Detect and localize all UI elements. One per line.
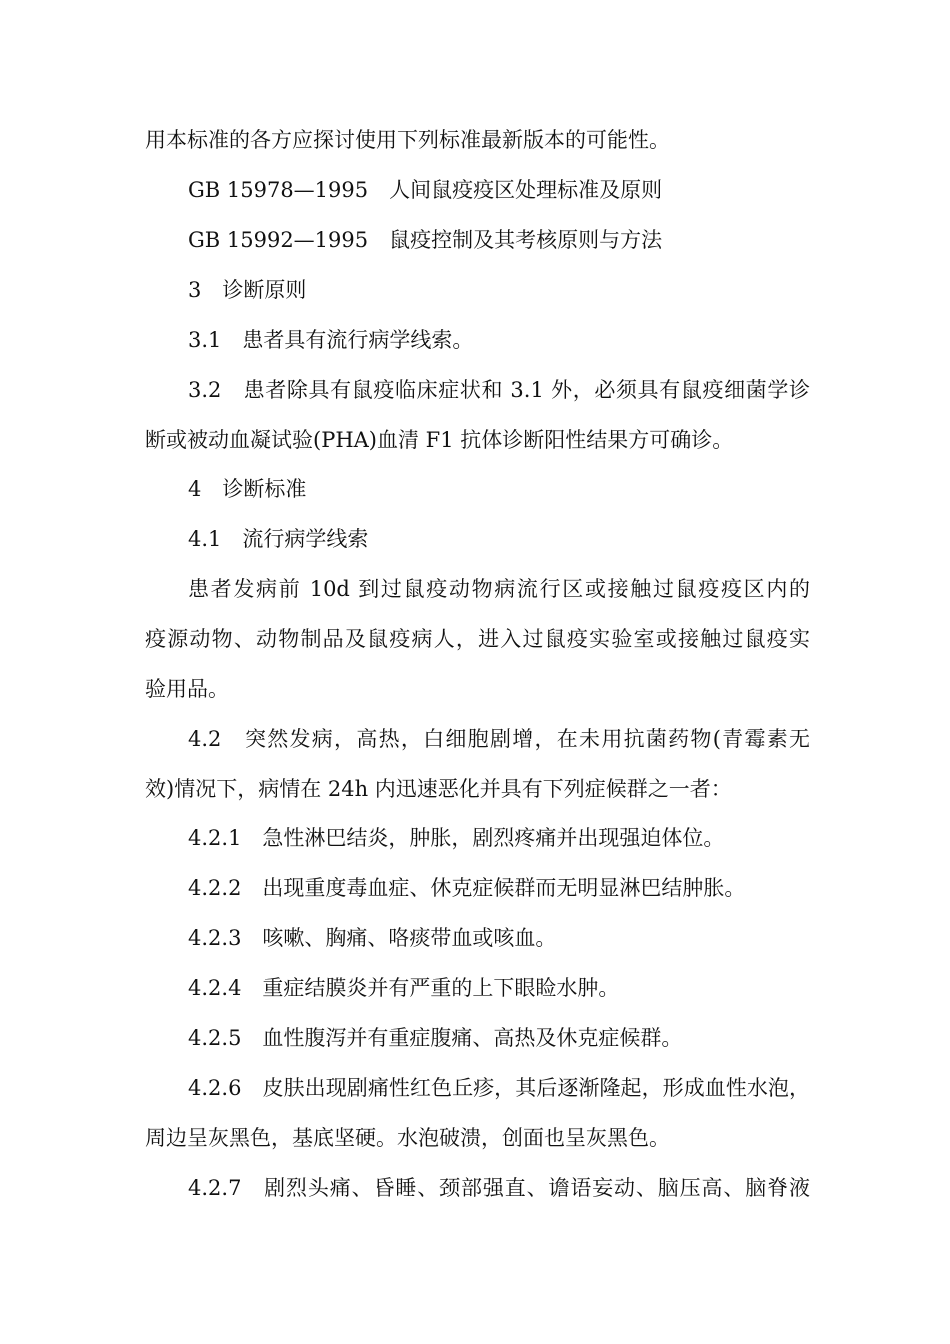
paragraph-line: 用本标准的各方应探讨使用下列标准最新版本的可能性。 xyxy=(145,128,670,152)
clause-4-1-line-2: 疫源动物、动物制品及鼠疫病人，进入过鼠疫实验室或接触过鼠疫实 xyxy=(145,627,810,651)
clause-4-2-1: 4.2.1 急性淋巴结炎，肿胀，剧烈疼痛并出现强迫体位。 xyxy=(188,826,725,850)
clause-4-1-line-3: 验用品。 xyxy=(145,677,229,701)
reference-gb15978: GB 15978—1995 人间鼠疫疫区处理标准及原则 xyxy=(188,178,663,202)
section-heading-3: 3 诊断原则 xyxy=(188,278,307,302)
clause-3-2-line-2: 断或被动血凝试验(PHA)血清 F1 抗体诊断阳性结果方可确诊。 xyxy=(145,428,734,452)
clause-4-1-line-1: 患者发病前 10d 到过鼠疫动物病流行区或接触过鼠疫疫区内的 xyxy=(188,577,810,601)
clause-4-2-5: 4.2.5 血性腹泻并有重症腹痛、高热及休克症候群。 xyxy=(188,1026,683,1050)
clause-3-2-line-1: 3.2 患者除具有鼠疫临床症状和 3.1 外，必须具有鼠疫细菌学诊 xyxy=(188,378,810,402)
clause-4-2-4: 4.2.4 重症结膜炎并有严重的上下眼睑水肿。 xyxy=(188,976,620,1000)
clause-4-2-2: 4.2.2 出现重度毒血症、休克症候群而无明显淋巴结肿胀。 xyxy=(188,876,746,900)
clause-4-2-7-line-1: 4.2.7 剧烈头痛、昏睡、颈部强直、谵语妄动、脑压高、脑脊液 xyxy=(188,1176,810,1200)
section-heading-4: 4 诊断标准 xyxy=(188,477,307,501)
clause-4-2-6-line-2: 周边呈灰黑色，基底坚硬。水泡破溃，创面也呈灰黑色。 xyxy=(145,1126,670,1150)
clause-4-1-heading: 4.1 流行病学线索 xyxy=(188,527,369,551)
clause-3-1: 3.1 患者具有流行病学线索。 xyxy=(188,328,474,352)
clause-4-2-3: 4.2.3 咳嗽、胸痛、咯痰带血或咳血。 xyxy=(188,926,557,950)
clause-4-2-line-2: 效)情况下，病情在 24h 内迅速恶化并具有下列症候群之一者： xyxy=(145,777,732,801)
reference-gb15992: GB 15992—1995 鼠疫控制及其考核原则与方法 xyxy=(188,228,663,252)
clause-4-2-line-1: 4.2 突然发病，高热，白细胞剧增，在未用抗菌药物(青霉素无 xyxy=(188,727,810,751)
clause-4-2-6-line-1: 4.2.6 皮肤出现剧痛性红色丘疹，其后逐渐隆起，形成血性水泡， xyxy=(188,1076,810,1100)
